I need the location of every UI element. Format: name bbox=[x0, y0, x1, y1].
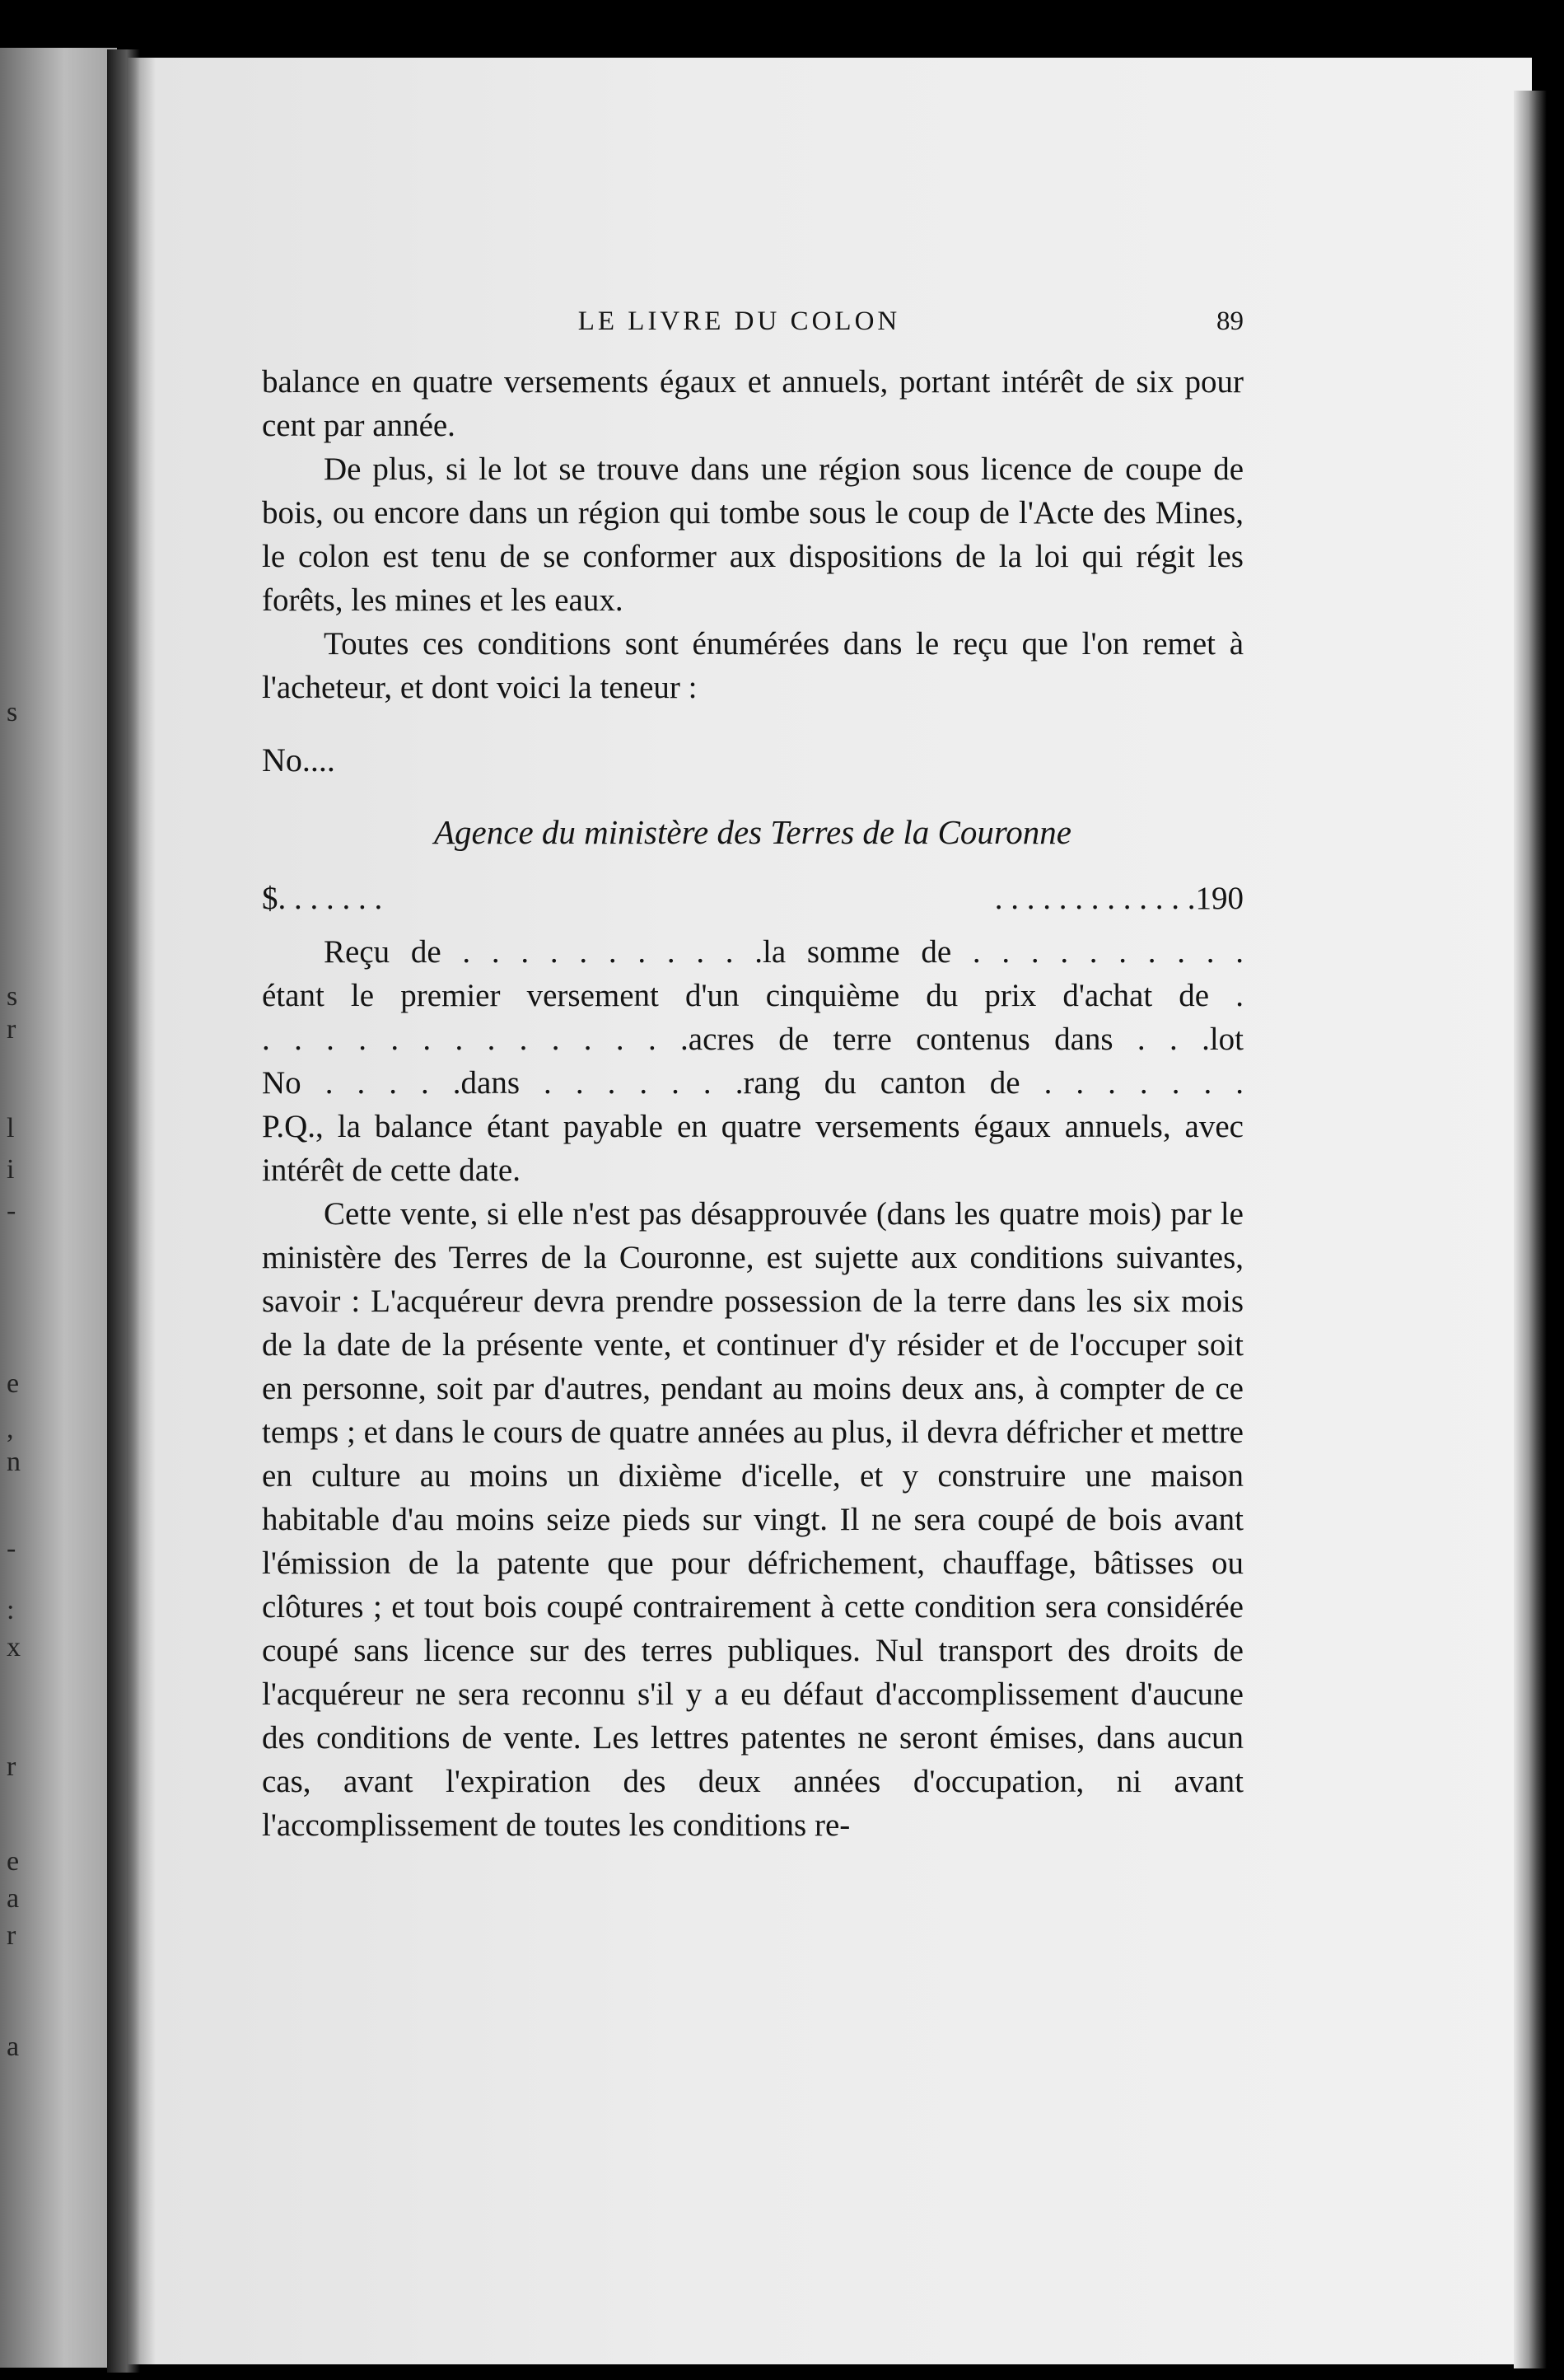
receipt-line-range: No . . . . .dans . . . . . . .rang du canton de . . . . . . . bbox=[262, 1065, 1244, 1101]
margin-fragment: x bbox=[7, 1632, 21, 1662]
facing-page-edge bbox=[0, 48, 117, 2368]
margin-fragment: i bbox=[7, 1154, 15, 1185]
paragraph-conditions-intro: Toutes ces conditions sont énumérées dans le reçu que l'on remet à l'acheteur, et dont voici la teneur : bbox=[262, 626, 1244, 705]
page-number: 89 bbox=[1216, 306, 1244, 336]
running-header bbox=[262, 306, 1244, 337]
receipt-line-first-payment: étant le premier versement d'un cinquième du prix d'achat de . bbox=[262, 978, 1244, 1013]
margin-fragment: : bbox=[7, 1595, 15, 1625]
amount-field: $. . . . . . . bbox=[262, 881, 383, 916]
page-edge-shadow bbox=[1514, 91, 1547, 2368]
paragraph-balance: balance en quatre versements égaux et annuels, portant intérêt de six pour cent par année. bbox=[262, 364, 1244, 443]
sale-conditions: Cette vente, si elle n'est pas désapprouvée (dans les quatre mois) par le ministère des Terres de la Couronne, est sujette aux conditions suivantes, savoir : L'acquéreur devra prendre possession de la terre dans les six mois de la date de la présente vente, et continuer d'y résider et de l'occuper soit en personne, soit par d'autres, pendant au moins deux ans, à compter de ce temps ; et dans le cours de quatre années au plus, il devra défricher et mettre en culture au moins un dixième d'icelle, et y construire une maison habitable d'au moins seize pieds sur vingt. Il ne sera coupé de bois avant l'émission de la patente que pour défrichement, chauffage, bâtisses ou clôtures ; et tout bois coupé contrairement à cette condition sera considérée coupé sans licence sur des terres publiques. Nul transport des droits de l'acquéreur ne sera reconnu s'il y a eu défaut d'accomplissement d'aucune des conditions de vente. Les lettres patentes ne seront émises, dans aucun cas, avant l'expiration des deux années d'occupation, ni avant l'accomplissement de toutes les conditions re- bbox=[262, 1196, 1244, 1843]
margin-fragment: r bbox=[7, 1751, 16, 1782]
amount-date-row bbox=[262, 877, 1244, 920]
margin-fragment: r bbox=[7, 1920, 16, 1951]
margin-fragment: s bbox=[7, 981, 18, 1012]
receipt-line-balance: P.Q., la balance étant payable en quatre versements égaux annuels, avec intérêt de cette date. bbox=[262, 1109, 1244, 1188]
paragraph-mines: De plus, si le lot se trouve dans une région sous licence de coupe de bois, ou encore dans un région qui tombe sous le coup de l'Acte des Mines, le colon est tenu de se conformer aux dispositions de la loi qui régit les forêts, les mines et les eaux. bbox=[262, 451, 1244, 618]
running-title: LE LIVRE DU COLON bbox=[577, 306, 901, 336]
form-number: No.... bbox=[262, 741, 335, 779]
margin-fragment: a bbox=[7, 1883, 20, 1914]
spine-shadow bbox=[107, 49, 140, 2373]
margin-fragment: a bbox=[7, 2032, 20, 2062]
margin-fragment: r bbox=[7, 1014, 16, 1045]
margin-fragment: , bbox=[7, 1414, 14, 1444]
agency-heading: Agence du ministère des Terres de la Couronne bbox=[434, 813, 1071, 851]
date-field: . . . . . . . . . . . . .190 bbox=[994, 881, 1244, 916]
margin-fragment: - bbox=[7, 1533, 16, 1564]
receipt-line-acres: . . . . . . . . . . . . . .acres de terre contenus dans . . .lot bbox=[262, 1022, 1244, 1057]
page-text bbox=[262, 306, 1244, 1847]
margin-fragment: s bbox=[7, 697, 18, 727]
margin-fragment: l bbox=[7, 1113, 15, 1143]
margin-fragment: e bbox=[7, 1368, 20, 1399]
margin-fragment: e bbox=[7, 1846, 20, 1877]
margin-fragment: n bbox=[7, 1447, 21, 1477]
receipt-line-received: Reçu de . . . . . . . . . . .la somme de . . . . . . . . . . bbox=[324, 934, 1244, 970]
margin-fragment: - bbox=[7, 1195, 16, 1226]
